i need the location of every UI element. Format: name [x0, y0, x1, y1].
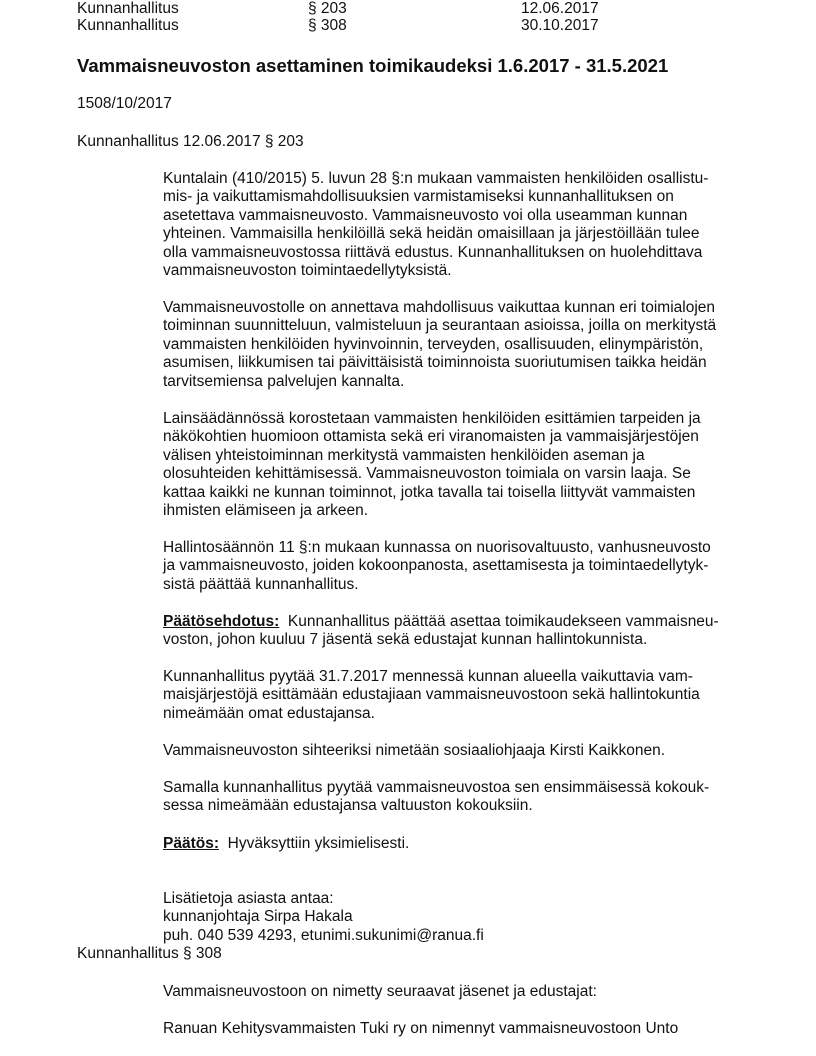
text-line: näkökohtien huomioon ottamista sekä eri viranomaisten ja vammaisjärjestöjen	[163, 428, 699, 446]
text-line: maisjärjestöjä esittämään edustajiaan vammaisneuvostoon sekä hallintokuntia	[163, 686, 700, 704]
text-line: Kuntalain (410/2015) 5. luvun 28 §:n mukaan vammaisten henkilöiden osallistu-	[163, 170, 709, 187]
paragraph-influence	[163, 299, 763, 391]
text-line: Ranuan Kehitysvammaisten Tuki ry on nimennyt vammaisneuvostoon Unto	[163, 1020, 679, 1037]
text-line: Vammaisneuvostoon on nimetty seuraavat jäsenet ja edustajat:	[163, 983, 597, 1000]
paragraph-legislation	[163, 410, 763, 520]
paragraph-request	[163, 668, 763, 723]
text-line: voston, johon kuuluu 7 jäsentä sekä edustajat kunnan hallintokunnista.	[163, 631, 648, 649]
paragraph-decision	[163, 835, 763, 853]
text-line: Lainsäädännössä korostetaan vammaisten henkilöiden esittämien tarpeiden ja	[163, 410, 701, 427]
header-row	[77, 17, 777, 35]
contact-line-email: puh. 040 539 4293, etunimi.sukunimi@ranua.fi	[163, 926, 484, 944]
text-line: Lisätietoja asiasta antaa:	[163, 890, 334, 907]
decision-text: Hyväksyttiin yksimielisesti.	[227, 835, 410, 852]
text-line: ja vammaisneuvosto, joiden kokoonpanosta, asettamisesta ja toimintaedellytyk-	[163, 557, 709, 575]
header-section: § 308	[308, 17, 347, 34]
paragraph-proposal	[163, 613, 763, 650]
text-line: olla vammaisneuvostossa riittävä edustus. Kunnanhallituksen on huolehdittava	[163, 243, 703, 261]
text-line	[163, 835, 763, 853]
text-line: vammaisneuvoston toimintaedellytyksistä.	[163, 262, 452, 280]
text-line: yhteinen. Vammaisilla henkilöillä sekä heidän omaisillaan ja järjestöillään tulee	[163, 225, 700, 243]
paragraph-administrative-rules	[163, 539, 763, 594]
text-line: kattaa kaikki ne kunnan toiminnot, jotka tavalla tai toisella liittyvät vammaisten	[163, 483, 696, 501]
contact-info	[163, 890, 763, 945]
paragraph-members	[163, 1020, 763, 1038]
header-section: § 203	[308, 0, 347, 17]
header-date: 30.10.2017	[521, 17, 599, 34]
text-line: ihmisten elämiseen ja arkeen.	[163, 502, 369, 520]
text-line: sistä päättää kunnanhallitus.	[163, 575, 359, 593]
text-line: nimeämään omat edustajansa.	[163, 704, 375, 722]
paragraph-representative	[163, 779, 763, 816]
text-line: kunnanjohtaja Sirpa Hakala	[163, 908, 353, 926]
text-line: Vammaisneuvoston sihteeriksi nimetään sosiaaliohjaaja Kirsti Kaikkonen.	[163, 742, 665, 759]
header-body: Kunnanhallitus	[77, 0, 179, 17]
paragraph-members-intro	[163, 983, 763, 1001]
text-line: Samalla kunnanhallitus pyytää vammaisneuvostoa sen ensimmäisessä kokouk-	[163, 779, 710, 796]
text-line: tarvitsemiensa palvelujen kannalta.	[163, 372, 405, 390]
header-date: 12.06.2017	[521, 0, 599, 17]
decision-label: Päätös:	[163, 835, 219, 852]
proposal-label: Päätösehdotus:	[163, 613, 280, 630]
meeting-heading-308: Kunnanhallitus § 308	[77, 945, 222, 962]
text-line: olosuhteiden kehittämisessä. Vammaisneuvoston toimiala on varsin laaja. Se	[163, 465, 691, 483]
text-line: Kunnanhallitus pyytää 31.7.2017 mennessä kunnan alueella vaikuttavia vam-	[163, 668, 693, 685]
header-row	[77, 0, 777, 18]
text-line	[163, 613, 763, 631]
text-line: mis- ja vaikuttamismahdollisuuksien varmistamiseksi kunnanhallituksen on	[163, 188, 674, 206]
proposal-text: Kunnanhallitus päättää asettaa toimikaudekseen vammaisneu-	[287, 613, 719, 630]
meeting-heading-203: Kunnanhallitus 12.06.2017 § 203	[77, 133, 304, 150]
text-line: asetettava vammaisneuvosto. Vammaisneuvosto voi olla useamman kunnan	[163, 206, 688, 224]
text-line: vammaisten henkilöiden hyvinvoinnin, terveyden, osallisuuden, elinympäristön,	[163, 335, 704, 353]
text-line: sessa nimeämään edustajansa valtuuston kokouksiin.	[163, 797, 533, 815]
text-line: Hallintosäännön 11 §:n mukaan kunnassa on nuorisovaltuusto, vanhusneuvosto	[163, 539, 711, 556]
text-line: toiminnan suunnitteluun, valmisteluun ja seurantaan asioissa, joilla on merkitystä	[163, 317, 717, 335]
text-line: välisen yhteistoiminnan merkitystä vammaisten henkilöiden aseman ja	[163, 446, 645, 464]
text-line: Vammaisneuvostolle on annettava mahdollisuus vaikuttaa kunnan eri toimialojen	[163, 299, 716, 316]
record-number: 1508/10/2017	[77, 95, 172, 112]
paragraph-legal-basis	[163, 170, 763, 280]
text-line: asumisen, liikkumisen tai päivittäisistä toiminnoista suoriutumisen taikka heidän	[163, 354, 707, 372]
document-title: Vammaisneuvoston asettaminen toimikaudeksi 1.6.2017 - 31.5.2021	[77, 55, 669, 76]
paragraph-secretary	[163, 742, 763, 760]
header-body: Kunnanhallitus	[77, 17, 179, 34]
